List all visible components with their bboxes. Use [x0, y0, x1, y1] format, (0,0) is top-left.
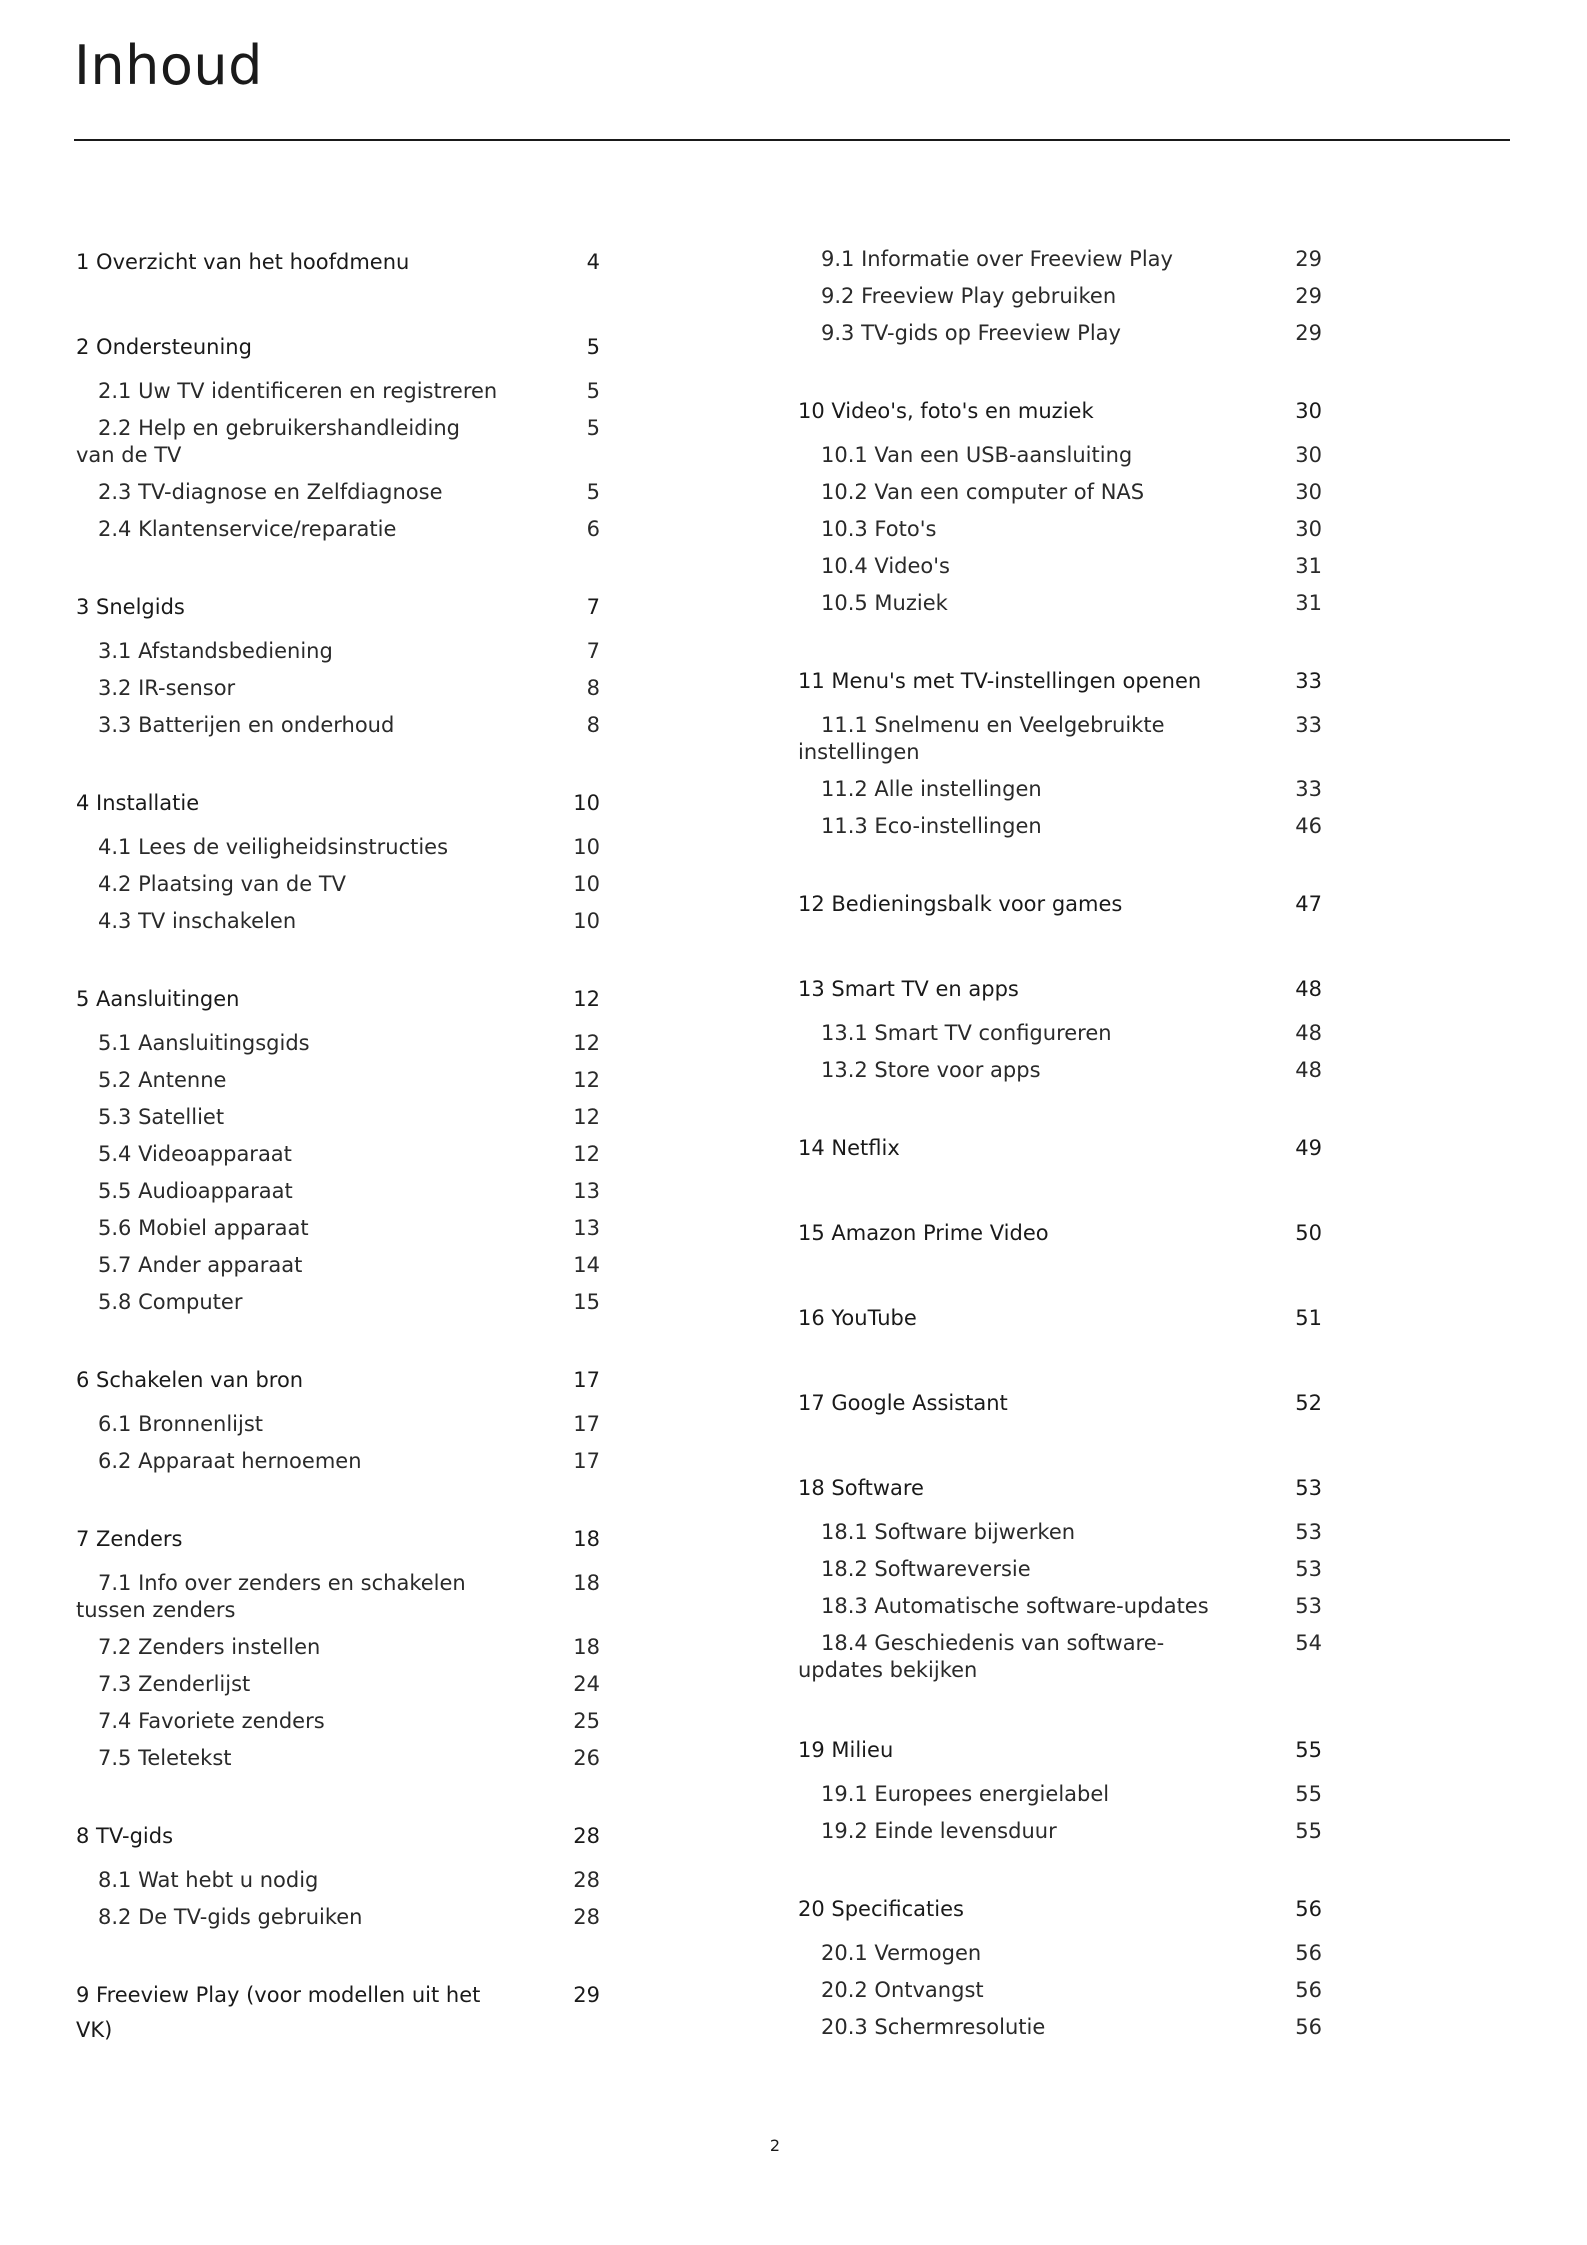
toc-entry-page-number: 5	[586, 335, 600, 359]
toc-entry-label: 1 Overzicht van het hoofdmenu	[76, 250, 410, 274]
toc-entry-page-number: 28	[573, 1824, 600, 1848]
toc-entry-page-number: 14	[573, 1253, 600, 1277]
toc-entry-label: 4.1 Lees de veiligheidsinstructies	[98, 835, 449, 859]
toc-entry-page-number: 55	[1295, 1819, 1322, 1843]
toc-entry-page-number: 48	[1295, 1021, 1322, 1045]
toc-entry-label: 20.3 Schermresolutie	[821, 2015, 1046, 2039]
toc-entry-page-number: 12	[573, 1142, 600, 1166]
toc-entry-page-number: 18	[573, 1571, 600, 1595]
toc-entry-page-number: 47	[1295, 892, 1322, 916]
toc-entry-page-number: 50	[1295, 1221, 1322, 1245]
toc-entry-page-number: 33	[1295, 777, 1322, 801]
toc-entry-label: 3.3 Batterijen en onderhoud	[98, 713, 395, 737]
toc-entry-label: 14 Netflix	[798, 1136, 900, 1160]
toc-entry-label: 5.6 Mobiel apparaat	[98, 1216, 309, 1240]
toc-entry-page-number: 17	[573, 1368, 600, 1392]
toc-entry-label: 8.1 Wat hebt u nodig	[98, 1868, 319, 1892]
toc-entry-page-number: 52	[1295, 1391, 1322, 1415]
toc-entry-page-number: 31	[1295, 554, 1322, 578]
toc-entry-page-number: 5	[586, 480, 600, 504]
toc-entry-page-number: 30	[1295, 480, 1322, 504]
toc-entry-label: 18.2 Softwareversie	[821, 1557, 1031, 1581]
toc-entry-label-continuation: instellingen	[798, 740, 920, 764]
toc-entry-page-number: 7	[586, 595, 600, 619]
toc-entry-label: 8 TV-gids	[76, 1824, 174, 1848]
title-divider	[74, 139, 1510, 141]
toc-entry-page-number: 30	[1295, 517, 1322, 541]
toc-entry-page-number: 29	[573, 1983, 600, 2007]
toc-entry-page-number: 17	[573, 1412, 600, 1436]
toc-entry-label: 5.4 Videoapparaat	[98, 1142, 292, 1166]
toc-entry-label: 3.1 Afstandsbediening	[98, 639, 333, 663]
toc-entry-label: 11.2 Alle instellingen	[821, 777, 1042, 801]
toc-entry-page-number: 10	[573, 872, 600, 896]
toc-entry-label: 5.1 Aansluitingsgids	[98, 1031, 310, 1055]
toc-entry-page-number: 17	[573, 1449, 600, 1473]
toc-entry-label: 3.2 IR-sensor	[98, 676, 236, 700]
toc-entry-page-number: 13	[573, 1216, 600, 1240]
toc-entry-page-number: 28	[573, 1868, 600, 1892]
toc-entry-label: 20.1 Vermogen	[821, 1941, 982, 1965]
toc-entry-label: 6.2 Apparaat hernoemen	[98, 1449, 362, 1473]
toc-entry-label: 19.1 Europees energielabel	[821, 1782, 1110, 1806]
toc-entry-label: 20 Specificaties	[798, 1897, 964, 1921]
toc-entry-page-number: 48	[1295, 977, 1322, 1001]
toc-entry-page-number: 55	[1295, 1782, 1322, 1806]
toc-entry-page-number: 31	[1295, 591, 1322, 615]
toc-entry-page-number: 24	[573, 1672, 600, 1696]
toc-entry-label: 9.1 Informatie over Freeview Play	[821, 247, 1173, 271]
toc-entry-page-number: 56	[1295, 2015, 1322, 2039]
toc-entry-label: 11.3 Eco-instellingen	[821, 814, 1042, 838]
toc-entry-label: 7.5 Teletekst	[98, 1746, 232, 1770]
toc-entry-page-number: 10	[573, 909, 600, 933]
toc-entry-label: 6.1 Bronnenlijst	[98, 1412, 264, 1436]
toc-entry-label: 5.5 Audioapparaat	[98, 1179, 293, 1203]
toc-entry-page-number: 54	[1295, 1631, 1322, 1655]
toc-entry-page-number: 10	[573, 791, 600, 815]
toc-entry-page-number: 28	[573, 1905, 600, 1929]
toc-entry-page-number: 25	[573, 1709, 600, 1733]
toc-entry-page-number: 49	[1295, 1136, 1322, 1160]
toc-entry-page-number: 30	[1295, 399, 1322, 423]
toc-entry-label: 19 Milieu	[798, 1738, 894, 1762]
toc-entry-page-number: 33	[1295, 713, 1322, 737]
toc-entry-page-number: 48	[1295, 1058, 1322, 1082]
toc-entry-label: 5.8 Computer	[98, 1290, 243, 1314]
toc-entry-label: 10.1 Van een USB-aansluiting	[821, 443, 1133, 467]
toc-entry-page-number: 18	[573, 1635, 600, 1659]
toc-entry-page-number: 18	[573, 1527, 600, 1551]
toc-entry-page-number: 8	[586, 713, 600, 737]
toc-entry-label-continuation: van de TV	[76, 443, 182, 467]
toc-entry-page-number: 46	[1295, 814, 1322, 838]
toc-entry-page-number: 10	[573, 835, 600, 859]
toc-entry-label: 9.3 TV-gids op Freeview Play	[821, 321, 1121, 345]
toc-entry-label: 12 Bedieningsbalk voor games	[798, 892, 1123, 916]
toc-entry-label: 13.2 Store voor apps	[821, 1058, 1041, 1082]
toc-entry-page-number: 6	[586, 517, 600, 541]
toc-entry-label: 17 Google Assistant	[798, 1391, 1008, 1415]
toc-entry-label: 9 Freeview Play (voor modellen uit het	[76, 1983, 481, 2007]
toc-entry-label: 4 Installatie	[76, 791, 200, 815]
toc-entry-label: 7.2 Zenders instellen	[98, 1635, 321, 1659]
toc-entry-page-number: 53	[1295, 1476, 1322, 1500]
toc-entry-label: 8.2 De TV-gids gebruiken	[98, 1905, 363, 1929]
page-number: 2	[769, 2136, 781, 2155]
toc-entry-page-number: 56	[1295, 1897, 1322, 1921]
toc-entry-page-number: 56	[1295, 1941, 1322, 1965]
toc-entry-page-number: 51	[1295, 1306, 1322, 1330]
toc-entry-label: 11.1 Snelmenu en Veelgebruikte	[821, 713, 1165, 737]
toc-entry-label: 10 Video's, foto's en muziek	[798, 399, 1094, 423]
toc-entry-label: 11 Menu's met TV-instellingen openen	[798, 669, 1202, 693]
toc-entry-page-number: 15	[573, 1290, 600, 1314]
toc-entry-label: 20.2 Ontvangst	[821, 1978, 984, 2002]
toc-entry-page-number: 8	[586, 676, 600, 700]
toc-entry-label: 13.1 Smart TV configureren	[821, 1021, 1112, 1045]
toc-entry-label: 13 Smart TV en apps	[798, 977, 1019, 1001]
toc-entry-page-number: 53	[1295, 1520, 1322, 1544]
toc-entry-label: 15 Amazon Prime Video	[798, 1221, 1049, 1245]
toc-entry-label: 2.4 Klantenservice/reparatie	[98, 517, 397, 541]
toc-entry-page-number: 13	[573, 1179, 600, 1203]
toc-entry-label: 18.4 Geschiedenis van software-	[821, 1631, 1165, 1655]
toc-entry-page-number: 33	[1295, 669, 1322, 693]
toc-entry-label: 18.3 Automatische software-updates	[821, 1594, 1209, 1618]
toc-entry-page-number: 29	[1295, 321, 1322, 345]
toc-entry-label-continuation: VK)	[76, 2018, 113, 2042]
toc-entry-label: 2 Ondersteuning	[76, 335, 252, 359]
toc-entry-label: 18.1 Software bijwerken	[821, 1520, 1076, 1544]
toc-entry-label: 5.2 Antenne	[98, 1068, 227, 1092]
toc-entry-label: 10.4 Video's	[821, 554, 950, 578]
toc-entry-label: 6 Schakelen van bron	[76, 1368, 304, 1392]
toc-entry-label: 7.3 Zenderlijst	[98, 1672, 251, 1696]
toc-entry-page-number: 7	[586, 639, 600, 663]
toc-entry-label: 5 Aansluitingen	[76, 987, 240, 1011]
toc-entry-label: 2.1 Uw TV identificeren en registreren	[98, 379, 498, 403]
toc-entry-label: 9.2 Freeview Play gebruiken	[821, 284, 1117, 308]
toc-entry-label: 7.4 Favoriete zenders	[98, 1709, 325, 1733]
toc-entry-label: 16 YouTube	[798, 1306, 917, 1330]
toc-entry-label: 2.3 TV-diagnose en Zelfdiagnose	[98, 480, 443, 504]
toc-entry-page-number: 12	[573, 1031, 600, 1055]
toc-entry-page-number: 53	[1295, 1557, 1322, 1581]
toc-entry-label: 10.2 Van een computer of NAS	[821, 480, 1145, 504]
toc-entry-page-number: 56	[1295, 1978, 1322, 2002]
toc-entry-label: 10.5 Muziek	[821, 591, 948, 615]
toc-entry-page-number: 5	[586, 416, 600, 440]
toc-entry-label-continuation: tussen zenders	[76, 1598, 236, 1622]
toc-entry-page-number: 12	[573, 987, 600, 1011]
toc-entry-page-number: 29	[1295, 247, 1322, 271]
toc-entry-page-number: 4	[586, 250, 600, 274]
toc-entry-page-number: 5	[586, 379, 600, 403]
toc-entry-label: 19.2 Einde levensduur	[821, 1819, 1057, 1843]
toc-entry-label-continuation: updates bekijken	[798, 1658, 978, 1682]
toc-entry-page-number: 26	[573, 1746, 600, 1770]
toc-entry-page-number: 55	[1295, 1738, 1322, 1762]
toc-entry-label: 4.3 TV inschakelen	[98, 909, 297, 933]
toc-entry-label: 18 Software	[798, 1476, 924, 1500]
toc-entry-label: 4.2 Plaatsing van de TV	[98, 872, 347, 896]
toc-entry-label: 7.1 Info over zenders en schakelen	[98, 1571, 466, 1595]
toc-entry-label: 5.7 Ander apparaat	[98, 1253, 303, 1277]
page-title: Inhoud	[74, 34, 263, 97]
toc-entry-page-number: 29	[1295, 284, 1322, 308]
toc-entry-page-number: 53	[1295, 1594, 1322, 1618]
toc-entry-label: 7 Zenders	[76, 1527, 183, 1551]
toc-entry-label: 2.2 Help en gebruikershandleiding	[98, 416, 461, 440]
toc-entry-page-number: 12	[573, 1105, 600, 1129]
toc-entry-page-number: 30	[1295, 443, 1322, 467]
toc-entry-label: 10.3 Foto's	[821, 517, 937, 541]
toc-entry-page-number: 12	[573, 1068, 600, 1092]
toc-entry-label: 5.3 Satelliet	[98, 1105, 225, 1129]
toc-entry-label: 3 Snelgids	[76, 595, 185, 619]
